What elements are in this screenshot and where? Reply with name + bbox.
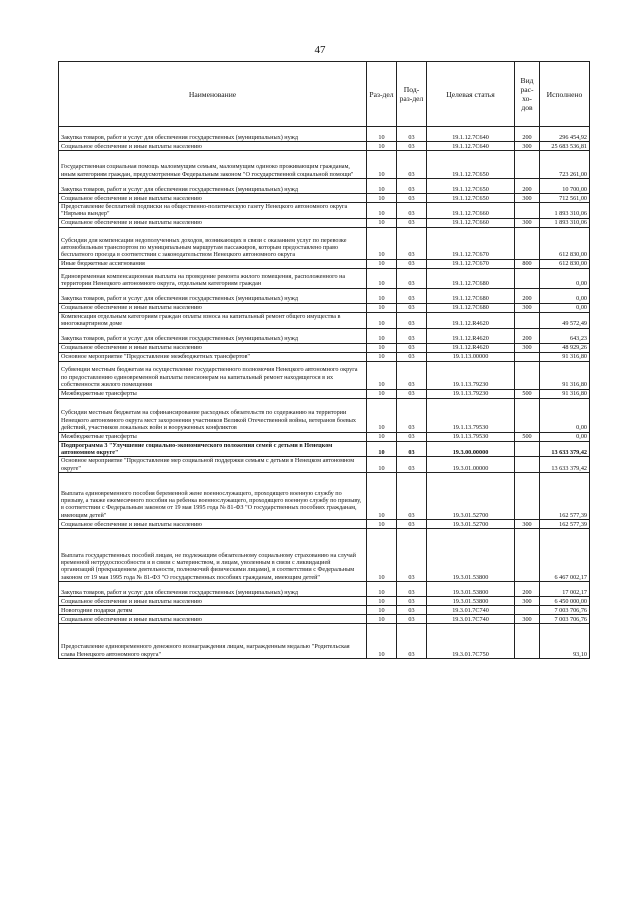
table-row (59, 218, 590, 227)
row-target: 19.1.13.79530 (427, 432, 515, 441)
row-vid: 300 (515, 615, 540, 624)
row-done: 0,00 (540, 288, 590, 303)
row-name: Социальное обеспечение и иные выплаты населению (59, 218, 367, 227)
row-name: Закупка товаров, работ и услуг для обеспечения государственных (муниципальных) нужд (59, 328, 367, 343)
row-podrazdel: 03 (397, 127, 427, 142)
row-podrazdel: 03 (397, 203, 427, 219)
row-razdel: 10 (367, 218, 397, 227)
row-vid (515, 268, 540, 288)
row-target: 19.3.00.00000 (427, 441, 515, 457)
row-target: 19.1.12.7С680 (427, 288, 515, 303)
row-podrazdel: 03 (397, 432, 427, 441)
row-razdel: 10 (367, 529, 397, 582)
row-razdel: 10 (367, 312, 397, 328)
table-row (59, 624, 590, 659)
row-razdel: 10 (367, 441, 397, 457)
row-target: 19.1.12.R4620 (427, 343, 515, 352)
row-podrazdel: 03 (397, 529, 427, 582)
row-done: 6 467 002,17 (540, 529, 590, 582)
row-target: 19.3.01.7С740 (427, 615, 515, 624)
row-razdel: 10 (367, 597, 397, 606)
row-target: 19.1.12.7С650 (427, 194, 515, 203)
row-target: 19.1.12.7С670 (427, 259, 515, 268)
table-row (59, 328, 590, 343)
table-row (59, 312, 590, 328)
row-done: 1 893 310,06 (540, 218, 590, 227)
row-razdel: 10 (367, 389, 397, 398)
header-done: Исполнено (540, 62, 590, 127)
row-done: 1 893 310,06 (540, 203, 590, 219)
row-done: 91 316,80 (540, 389, 590, 398)
row-name: Единовременная компенсационная выплата на проведение ремонта жилого помещения, расположенного на территории Ненецкого автономного округа, отдельным категориям граждан (59, 268, 367, 288)
row-target: 19.3.01.53800 (427, 529, 515, 582)
row-name: Социальное обеспечение и иные выплаты населению (59, 194, 367, 203)
row-target: 19.1.13.79230 (427, 361, 515, 389)
table-row (59, 582, 590, 597)
row-podrazdel: 03 (397, 597, 427, 606)
row-vid: 300 (515, 520, 540, 529)
row-vid: 300 (515, 218, 540, 227)
row-razdel: 10 (367, 606, 397, 615)
row-vid: 200 (515, 328, 540, 343)
row-done: 162 577,39 (540, 520, 590, 529)
row-podrazdel: 03 (397, 457, 427, 473)
header-target: Целевая статья (427, 62, 515, 127)
row-podrazdel: 03 (397, 615, 427, 624)
row-name: Межбюджетные трансферты (59, 389, 367, 398)
row-name: Предоставление единовременного денежного вознаграждения лицам, награжденным медалью "Родительская слава Ненецкого автономного округа" (59, 624, 367, 659)
row-target: 19.3.01.52700 (427, 473, 515, 520)
table-row (59, 303, 590, 312)
header-razdel: Раз-дел (367, 62, 397, 127)
row-podrazdel: 03 (397, 582, 427, 597)
row-razdel: 10 (367, 624, 397, 659)
row-name: Государственная социальная помощь малоимущим семьям, малоимущим одиноко проживающим гражданам, иным категориям граждан, предусмотренные Федеральным законом "О государственной социальной помощи" (59, 151, 367, 179)
row-name: Субвенции местным бюджетам на осуществление государственного полномочия Ненецкого автономного округа по предоставлению единовременной выплаты пенсионерам на капитальный ремонт находящегося в их собственности жилого помещения (59, 361, 367, 389)
row-name: Социальное обеспечение и иные выплаты населению (59, 303, 367, 312)
row-done: 25 683 536,81 (540, 142, 590, 151)
row-vid: 200 (515, 288, 540, 303)
row-vid: 200 (515, 179, 540, 194)
row-vid: 300 (515, 142, 540, 151)
table-row (59, 127, 590, 142)
row-target: 19.1.12.7С680 (427, 268, 515, 288)
row-razdel: 10 (367, 473, 397, 520)
row-vid (515, 606, 540, 615)
row-done: 7 003 706,76 (540, 606, 590, 615)
row-name: Подпрограмма 3 "Улучшение социально-экономического положения семей с детьми в Ненецком автономном округе" (59, 441, 367, 457)
row-razdel: 10 (367, 194, 397, 203)
row-vid (515, 352, 540, 361)
row-podrazdel: 03 (397, 398, 427, 432)
row-name: Иные бюджетные ассигнования (59, 259, 367, 268)
row-podrazdel: 03 (397, 194, 427, 203)
row-razdel: 10 (367, 179, 397, 194)
row-name: Социальное обеспечение и иные выплаты населению (59, 142, 367, 151)
row-target: 19.1.12.7С670 (427, 227, 515, 259)
row-done: 91 316,80 (540, 361, 590, 389)
row-podrazdel: 03 (397, 328, 427, 343)
row-name: Социальное обеспечение и иные выплаты населению (59, 343, 367, 352)
row-done: 0,00 (540, 432, 590, 441)
row-vid: 500 (515, 389, 540, 398)
row-razdel: 10 (367, 432, 397, 441)
row-done: 712 561,00 (540, 194, 590, 203)
row-razdel: 10 (367, 361, 397, 389)
page-number: 47 (314, 44, 326, 56)
row-target: 19.1.12.7С660 (427, 203, 515, 219)
row-razdel: 10 (367, 142, 397, 151)
table-row (59, 615, 590, 624)
row-podrazdel: 03 (397, 352, 427, 361)
row-podrazdel: 03 (397, 151, 427, 179)
row-vid (515, 457, 540, 473)
row-razdel: 10 (367, 151, 397, 179)
row-target: 19.3.01.00000 (427, 457, 515, 473)
row-vid (515, 441, 540, 457)
row-razdel: 10 (367, 127, 397, 142)
row-podrazdel: 03 (397, 142, 427, 151)
row-razdel: 10 (367, 520, 397, 529)
row-vid: 300 (515, 597, 540, 606)
row-podrazdel: 03 (397, 473, 427, 520)
row-done: 48 929,26 (540, 343, 590, 352)
row-name: Закупка товаров, работ и услуг для обеспечения государственных (муниципальных) нужд (59, 288, 367, 303)
row-razdel: 10 (367, 259, 397, 268)
row-done: 13 633 379,42 (540, 441, 590, 457)
budget-table (58, 61, 590, 659)
header-vid: Вид рас-хо-дов (515, 62, 540, 127)
row-name: Социальное обеспечение и иные выплаты населению (59, 615, 367, 624)
row-razdel: 10 (367, 457, 397, 473)
row-target: 19.1.13.00000 (427, 352, 515, 361)
row-name: Основное мероприятие "Предоставление межбюджетных трансфертов" (59, 352, 367, 361)
table-body (59, 127, 590, 659)
table-row (59, 473, 590, 520)
table-row (59, 389, 590, 398)
row-podrazdel: 03 (397, 303, 427, 312)
table-row (59, 432, 590, 441)
row-target: 19.1.12.R4620 (427, 328, 515, 343)
table-row (59, 441, 590, 457)
row-vid (515, 361, 540, 389)
row-done: 10 700,00 (540, 179, 590, 194)
row-target: 19.3.01.53800 (427, 597, 515, 606)
row-target: 19.1.12.7С660 (427, 218, 515, 227)
row-razdel: 10 (367, 268, 397, 288)
row-done: 0,00 (540, 398, 590, 432)
table-row (59, 606, 590, 615)
row-vid (515, 473, 540, 520)
row-razdel: 10 (367, 582, 397, 597)
row-podrazdel: 03 (397, 259, 427, 268)
row-vid: 300 (515, 343, 540, 352)
table-row (59, 203, 590, 219)
table-row (59, 398, 590, 432)
row-done: 612 830,00 (540, 259, 590, 268)
row-razdel: 10 (367, 398, 397, 432)
row-podrazdel: 03 (397, 361, 427, 389)
row-razdel: 10 (367, 328, 397, 343)
row-vid: 200 (515, 582, 540, 597)
row-vid (515, 398, 540, 432)
row-name: Закупка товаров, работ и услуг для обеспечения государственных (муниципальных) нужд (59, 127, 367, 142)
table-row (59, 457, 590, 473)
row-name: Социальное обеспечение и иные выплаты населению (59, 520, 367, 529)
header-name: Наименование (59, 62, 367, 127)
row-done: 643,23 (540, 328, 590, 343)
row-podrazdel: 03 (397, 227, 427, 259)
row-done: 612 830,00 (540, 227, 590, 259)
row-target: 19.1.13.79230 (427, 389, 515, 398)
row-podrazdel: 03 (397, 441, 427, 457)
header-podrazdel: Под-раз-дел (397, 62, 427, 127)
row-name: Предоставление бесплатной подписки на общественно-политическую газету Ненецкого автономного округа "Няръяна вындер" (59, 203, 367, 219)
row-name: Закупка товаров, работ и услуг для обеспечения государственных (муниципальных) нужд (59, 179, 367, 194)
row-razdel: 10 (367, 352, 397, 361)
row-target: 19.3.01.52700 (427, 520, 515, 529)
row-vid: 300 (515, 194, 540, 203)
table-row (59, 268, 590, 288)
row-podrazdel: 03 (397, 218, 427, 227)
table-row (59, 259, 590, 268)
row-target: 19.3.01.7С750 (427, 624, 515, 659)
row-done: 17 002,17 (540, 582, 590, 597)
row-podrazdel: 03 (397, 624, 427, 659)
table-row (59, 520, 590, 529)
row-done: 296 454,92 (540, 127, 590, 142)
row-target: 19.1.12.7С650 (427, 179, 515, 194)
row-target: 19.3.01.7С740 (427, 606, 515, 615)
row-done: 0,00 (540, 303, 590, 312)
row-razdel: 10 (367, 227, 397, 259)
table-row (59, 151, 590, 179)
row-name: Социальное обеспечение и иные выплаты населению (59, 597, 367, 606)
table-row (59, 288, 590, 303)
row-target: 19.1.12.7С650 (427, 151, 515, 179)
row-razdel: 10 (367, 203, 397, 219)
table-row (59, 142, 590, 151)
row-done: 91 316,80 (540, 352, 590, 361)
row-target: 19.3.01.53800 (427, 582, 515, 597)
row-done: 49 572,49 (540, 312, 590, 328)
table-row (59, 352, 590, 361)
row-name: Закупка товаров, работ и услуг для обеспечения государственных (муниципальных) нужд (59, 582, 367, 597)
row-done: 6 450 000,00 (540, 597, 590, 606)
row-razdel: 10 (367, 343, 397, 352)
row-podrazdel: 03 (397, 606, 427, 615)
row-podrazdel: 03 (397, 343, 427, 352)
row-podrazdel: 03 (397, 389, 427, 398)
row-done: 13 633 379,42 (540, 457, 590, 473)
table-row (59, 194, 590, 203)
table-row (59, 227, 590, 259)
row-podrazdel: 03 (397, 288, 427, 303)
table-row (59, 529, 590, 582)
row-name: Субсидии местным бюджетам на софинансирование расходных обязательств по содержанию на территории Ненецкого автономного округа мест захоронения участников Великой Отечественной войны, ветеранов боевых действий, участников локальных войн и вооруженных конфликтов (59, 398, 367, 432)
row-name: Выплата единовременного пособия беременной жене военнослужащего, проходящего военную службу по призыву, а также ежемесячного пособия на ребенка военнослужащего, проходящего военную службу по призыву, в соответствии с Федеральным законом от 19 мая 1995 года № 81-ФЗ "О государственных пособиях гражданам, имеющим детей" (59, 473, 367, 520)
row-name: Новогодние подарки детям (59, 606, 367, 615)
table-row (59, 179, 590, 194)
row-vid: 500 (515, 432, 540, 441)
row-podrazdel: 03 (397, 268, 427, 288)
row-vid: 300 (515, 303, 540, 312)
row-vid (515, 312, 540, 328)
row-done: 7 003 706,76 (540, 615, 590, 624)
row-done: 0,00 (540, 268, 590, 288)
row-name: Межбюджетные трансферты (59, 432, 367, 441)
table-row (59, 361, 590, 389)
row-vid (515, 151, 540, 179)
row-podrazdel: 03 (397, 312, 427, 328)
row-name: Выплата государственных пособий лицам, не подлежащим обязательному социальному страхованию на случай временной нетрудоспособности и в связи с материнством, и лицам, уволенным в связи с ликвидацией организаций (прекращением деятельности, полномочий физическими лицами), в соответствии с Федеральным законом от 19 мая 1995 года № 81-ФЗ "О государственных пособиях гражданам, имеющим детей" (59, 529, 367, 582)
table-row (59, 343, 590, 352)
table-header (59, 62, 590, 127)
row-done: 162 577,39 (540, 473, 590, 520)
row-vid (515, 203, 540, 219)
row-target: 19.1.12.7С640 (427, 142, 515, 151)
row-razdel: 10 (367, 303, 397, 312)
row-target: 19.1.12.7С680 (427, 303, 515, 312)
row-vid (515, 227, 540, 259)
row-vid: 800 (515, 259, 540, 268)
row-podrazdel: 03 (397, 179, 427, 194)
row-done: 93,10 (540, 624, 590, 659)
row-name: Основное мероприятие "Предоставление мер социальной поддержки семьям с детьми в Ненецком автономном округе" (59, 457, 367, 473)
row-name: Субсидии для компенсации недополученных доходов, возникающих в связи с оказанием услуг по перевозке автомобильным транспортом по муниципальным маршрутам пассажиров, которым предоставлено право бесплатного проезда в соответствии с законодательством Ненецкого автономного округа (59, 227, 367, 259)
row-target: 19.1.13.79530 (427, 398, 515, 432)
row-razdel: 10 (367, 288, 397, 303)
row-vid: 200 (515, 127, 540, 142)
row-podrazdel: 03 (397, 520, 427, 529)
row-razdel: 10 (367, 615, 397, 624)
row-vid (515, 624, 540, 659)
row-vid (515, 529, 540, 582)
row-name: Компенсация отдельным категориям граждан оплаты взноса на капитальный ремонт общего имущества в многоквартирном доме (59, 312, 367, 328)
row-target: 19.1.12.7С640 (427, 127, 515, 142)
row-done: 723 261,00 (540, 151, 590, 179)
row-target: 19.1.12.R4620 (427, 312, 515, 328)
table-row (59, 597, 590, 606)
